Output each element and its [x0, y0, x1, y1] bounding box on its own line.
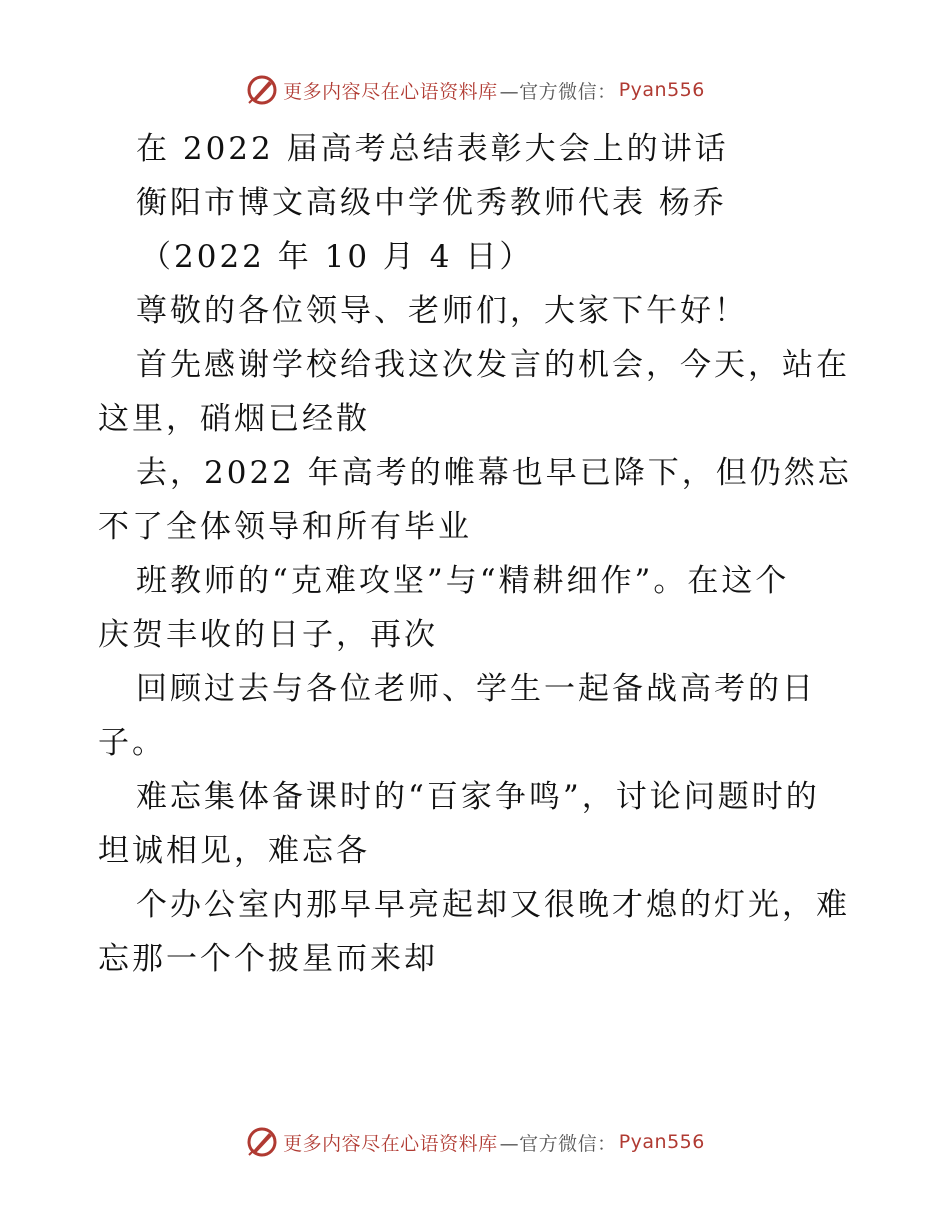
- body-line: 回顾过去与各位老师、学生一起备战高考的日: [136, 671, 816, 707]
- body-line: 难忘集体备课时的“百家争鸣”，讨论问题时的: [136, 779, 820, 815]
- body-line: 首先感谢学校给我这次发言的机会，今天，站在: [136, 347, 850, 383]
- body-line: 忘那一个个披星而来却: [98, 941, 438, 977]
- quill-logo-icon: [245, 73, 279, 107]
- watermark-text: 更多内容尽在心语资料库: [283, 1132, 498, 1155]
- watermark-separator: —官方微信：: [499, 80, 617, 103]
- watermark-text: 更多内容尽在心语资料库: [283, 80, 498, 103]
- body-line: 庆贺丰收的日子，再次: [98, 617, 438, 653]
- body-line: 去，2022 年高考的帷幕也早已降下，但仍然忘: [136, 455, 852, 491]
- watermark-separator: —官方微信：: [499, 1132, 617, 1155]
- document-date: （2022 年 10 月 4 日）: [140, 239, 534, 275]
- document-title: 在 2022 届高考总结表彰大会上的讲话: [136, 131, 729, 167]
- header-watermark: [0, 70, 950, 110]
- body-line: 不了全体领导和所有毕业: [98, 509, 472, 545]
- greeting-line: 尊敬的各位领导、老师们，大家下午好！: [136, 293, 748, 329]
- document-body: [98, 122, 858, 986]
- body-line: 这里，硝烟已经散: [98, 401, 370, 437]
- body-line: 个办公室内那早早亮起却又很晚才熄的灯光，难: [136, 887, 850, 923]
- body-line: 子。: [98, 725, 166, 761]
- watermark-wechat-id: Pyan556: [618, 1131, 705, 1153]
- document-author: 衡阳市博文高级中学优秀教师代表 杨乔: [136, 185, 727, 221]
- body-line: 坦诚相见，难忘各: [98, 833, 370, 869]
- body-line: 班教师的“克难攻坚”与“精耕细作”。在这个: [136, 563, 790, 599]
- footer-watermark: [0, 1122, 950, 1162]
- quill-logo-icon: [245, 1125, 279, 1159]
- watermark-wechat-id: Pyan556: [618, 79, 705, 101]
